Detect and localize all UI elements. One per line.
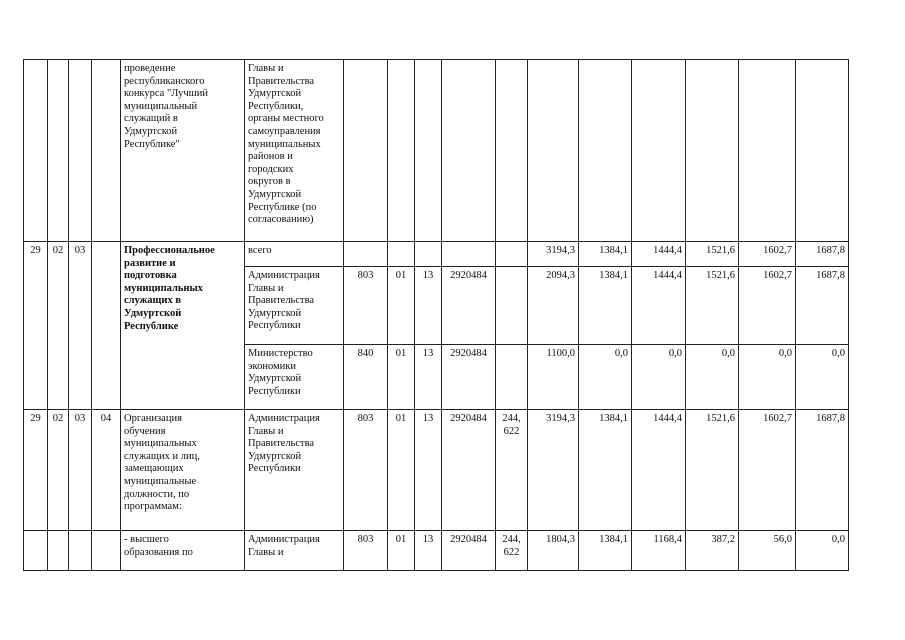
code-om: 03 — [69, 410, 92, 531]
code-m — [92, 242, 121, 410]
amount-y3: 1444,4 — [632, 267, 686, 345]
rz-code — [388, 60, 415, 242]
grbs-code — [344, 60, 388, 242]
executor: Министерство экономики Удмуртской Республики — [245, 345, 344, 410]
grbs-code: 803 — [344, 410, 388, 531]
executor: Администрация Главы и Правительства Удмуртской Республики — [245, 267, 344, 345]
code-om — [69, 60, 92, 242]
code-gp: 29 — [24, 410, 48, 531]
amount-y1: 2094,3 — [528, 267, 579, 345]
amount-y3: 1168,4 — [632, 531, 686, 571]
grbs-code: 803 — [344, 267, 388, 345]
rz-code: 01 — [388, 345, 415, 410]
vr-code — [496, 242, 528, 267]
amount-y2 — [579, 60, 632, 242]
amount-y1: 3194,3 — [528, 242, 579, 267]
grbs-code — [344, 242, 388, 267]
amount-y5: 1602,7 — [739, 267, 796, 345]
executor: Администрация Главы и — [245, 531, 344, 571]
table-row — [24, 60, 849, 242]
rz-code: 01 — [388, 531, 415, 571]
table-row — [24, 242, 849, 267]
amount-y3: 0,0 — [632, 345, 686, 410]
vr-code — [496, 60, 528, 242]
executor: Администрация Главы и Правительства Удмуртской Республики — [245, 410, 344, 531]
code-gp — [24, 531, 48, 571]
amount-y2: 1384,1 — [579, 242, 632, 267]
rz-code: 01 — [388, 410, 415, 531]
csr-code — [442, 60, 496, 242]
code-gp: 29 — [24, 242, 48, 410]
grbs-code: 803 — [344, 531, 388, 571]
vr-code: 244, 622 — [496, 410, 528, 531]
executor: всего — [245, 242, 344, 267]
csr-code — [442, 242, 496, 267]
vr-code: 244, 622 — [496, 531, 528, 571]
amount-y4: 387,2 — [686, 531, 739, 571]
code-pp — [48, 60, 69, 242]
amount-y5: 1602,7 — [739, 410, 796, 531]
code-m — [92, 531, 121, 571]
amount-y6: 1687,8 — [796, 242, 849, 267]
amount-y5 — [739, 60, 796, 242]
code-m: 04 — [92, 410, 121, 531]
table-row — [24, 531, 849, 571]
amount-y1: 1804,3 — [528, 531, 579, 571]
code-om — [69, 531, 92, 571]
measure-name: - высшего образования по — [121, 531, 245, 571]
amount-y2: 1384,1 — [579, 410, 632, 531]
amount-y6: 0,0 — [796, 531, 849, 571]
vr-code — [496, 345, 528, 410]
code-m — [92, 60, 121, 242]
amount-y4 — [686, 60, 739, 242]
amount-y6: 1687,8 — [796, 267, 849, 345]
code-pp: 02 — [48, 410, 69, 531]
pr-code — [415, 242, 442, 267]
code-pp — [48, 531, 69, 571]
amount-y1: 3194,3 — [528, 410, 579, 531]
code-pp: 02 — [48, 242, 69, 410]
csr-code: 2920484 — [442, 267, 496, 345]
amount-y2: 0,0 — [579, 345, 632, 410]
amount-y2: 1384,1 — [579, 531, 632, 571]
measure-name: Организация обучения муниципальных служащих и лиц, замещающих муниципальные должности, по программам: — [121, 410, 245, 531]
amount-y4: 1521,6 — [686, 410, 739, 531]
amount-y1: 1100,0 — [528, 345, 579, 410]
amount-y2: 1384,1 — [579, 267, 632, 345]
amount-y4: 0,0 — [686, 345, 739, 410]
code-om: 03 — [69, 242, 92, 410]
csr-code: 2920484 — [442, 345, 496, 410]
rz-code: 01 — [388, 267, 415, 345]
amount-y5: 56,0 — [739, 531, 796, 571]
amount-y1 — [528, 60, 579, 242]
amount-y3: 1444,4 — [632, 410, 686, 531]
amount-y6: 0,0 — [796, 345, 849, 410]
amount-y3 — [632, 60, 686, 242]
pr-code: 13 — [415, 410, 442, 531]
pr-code: 13 — [415, 267, 442, 345]
budget-table — [23, 59, 849, 571]
pr-code: 13 — [415, 345, 442, 410]
code-gp — [24, 60, 48, 242]
measure-name: Профессиональное развитие и подготовка муниципальных служащих в Удмуртской Республике — [121, 242, 245, 410]
amount-y5: 0,0 — [739, 345, 796, 410]
amount-y6 — [796, 60, 849, 242]
table-row — [24, 410, 849, 531]
amount-y6: 1687,8 — [796, 410, 849, 531]
grbs-code: 840 — [344, 345, 388, 410]
pr-code — [415, 60, 442, 242]
executor: Главы и Правительства Удмуртской Республики, органы местного самоуправления муниципальных районов и городских округов в Удмуртской Республике (по согласованию) — [245, 60, 344, 242]
amount-y4: 1521,6 — [686, 242, 739, 267]
pr-code: 13 — [415, 531, 442, 571]
amount-y4: 1521,6 — [686, 267, 739, 345]
measure-name: проведение республиканского конкурса "Лучший муниципальный служащий в Удмуртской Республике" — [121, 60, 245, 242]
vr-code — [496, 267, 528, 345]
rz-code — [388, 242, 415, 267]
csr-code: 2920484 — [442, 410, 496, 531]
amount-y3: 1444,4 — [632, 242, 686, 267]
amount-y5: 1602,7 — [739, 242, 796, 267]
csr-code: 2920484 — [442, 531, 496, 571]
